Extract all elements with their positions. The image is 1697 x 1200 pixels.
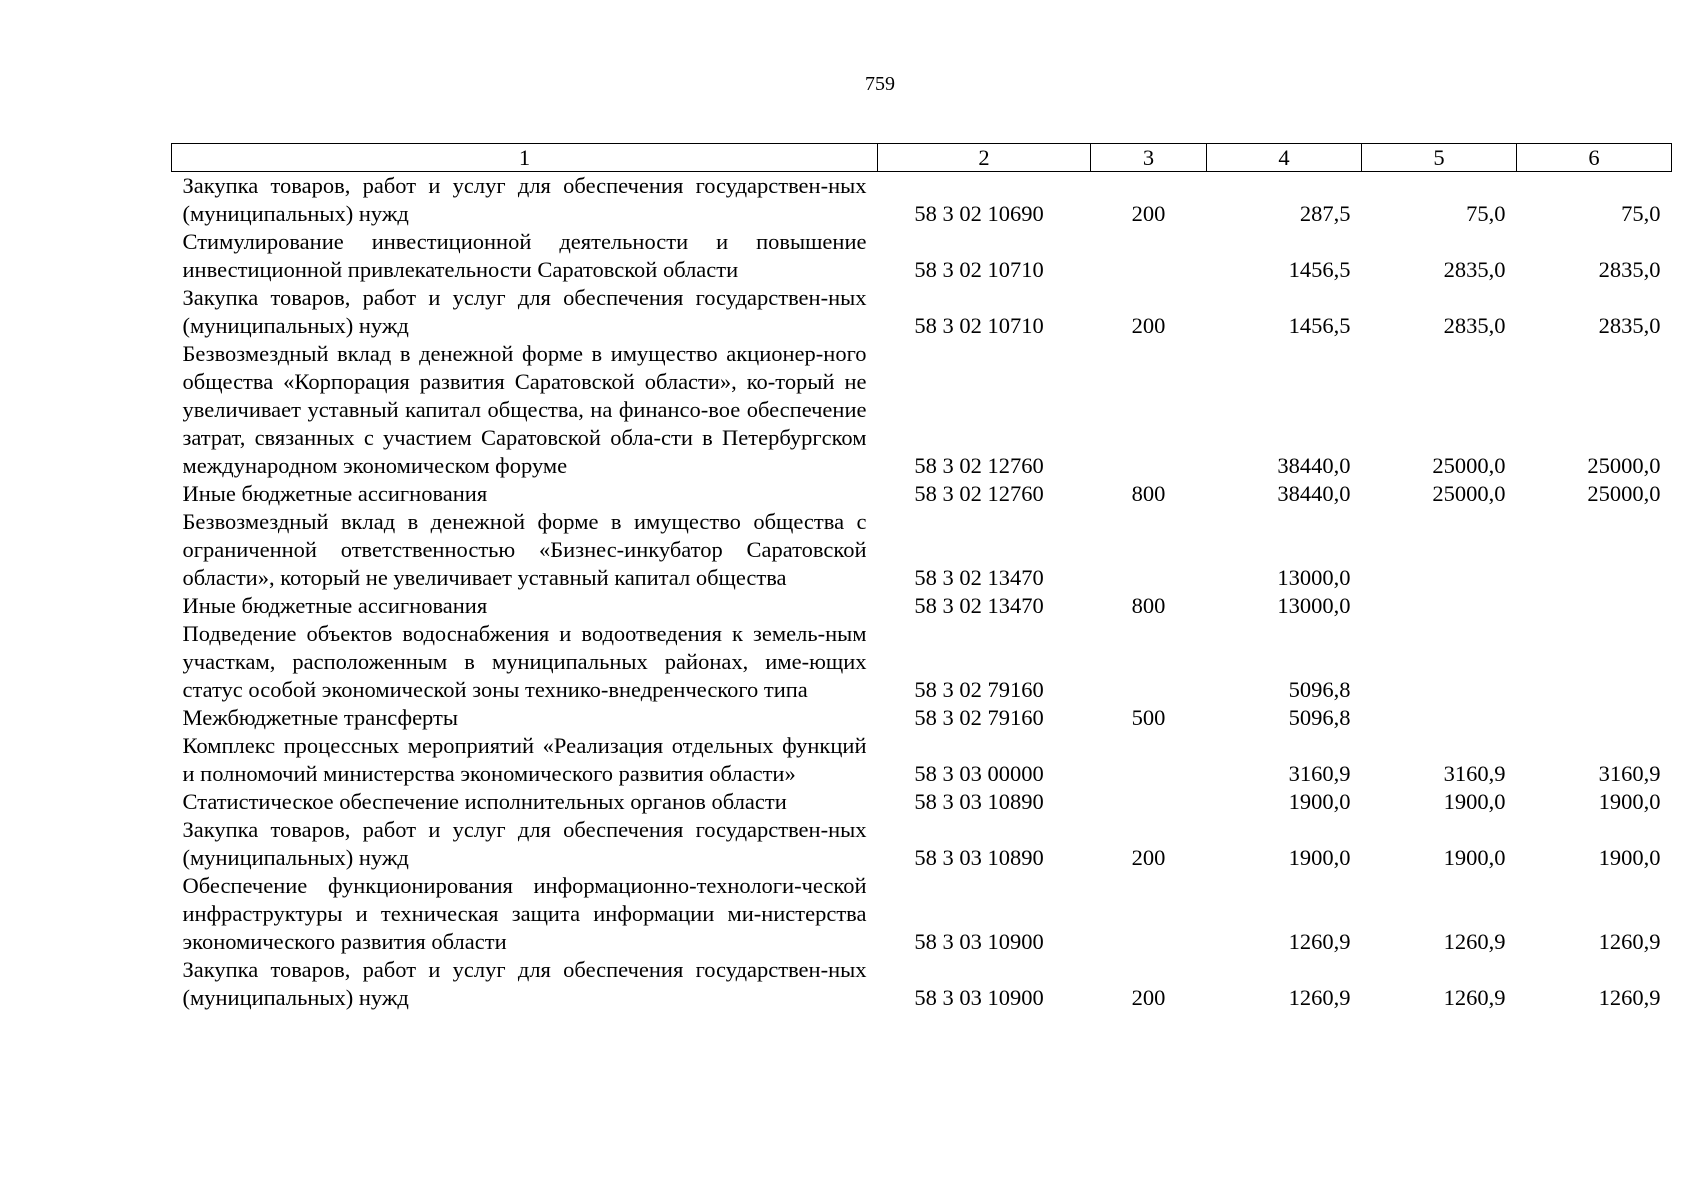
column-header-4: 4 — [1207, 144, 1362, 172]
amount-col-6: 1260,9 — [1598, 985, 1661, 1010]
target-article-code: 58 3 03 10900 — [914, 985, 1044, 1010]
expense-type-code: 500 — [1131, 705, 1166, 730]
amount-col-5 — [1362, 508, 1517, 592]
column-header-5: 5 — [1362, 144, 1517, 172]
table-row — [172, 172, 1672, 229]
amount-col-5: 25000,0 — [1432, 453, 1506, 478]
target-article-code: 58 3 02 12760 — [914, 481, 1044, 506]
amount-col-4: 1456,5 — [1288, 257, 1351, 282]
expense-type-code — [1091, 228, 1207, 284]
item-name: Комплекс процессных мероприятий «Реализация отдельных функций и полномочий министерства экономического развития области» — [182, 733, 867, 786]
amount-col-5: 1900,0 — [1443, 845, 1506, 870]
amount-col-4: 38440,0 — [1277, 481, 1351, 506]
expense-type-code — [1091, 732, 1207, 788]
target-article-code: 58 3 02 12760 — [914, 453, 1044, 478]
expense-type-code: 200 — [1131, 201, 1166, 226]
item-name: Статистическое обеспечение исполнительных органов области — [182, 789, 787, 814]
table-row — [172, 620, 1672, 704]
expense-type-code — [1091, 872, 1207, 956]
amount-col-5: 75,0 — [1466, 201, 1506, 226]
expense-type-code — [1091, 620, 1207, 704]
table-header-row — [172, 144, 1672, 172]
item-name: Безвозмездный вклад в денежной форме в имущество акционер-ного общества «Корпорация развития Саратовской области», ко-торый не увеличивает уставный капитал общества, на финансо-вое обеспечение затрат, связанных с участием Саратовской обла-сти в Петербургском международном экономическом форуме — [182, 341, 867, 478]
amount-col-5: 3160,9 — [1443, 761, 1506, 786]
budget-table — [171, 143, 1672, 1012]
target-article-code: 58 3 03 10900 — [914, 929, 1044, 954]
amount-col-6 — [1517, 592, 1672, 620]
target-article-code: 58 3 03 10890 — [914, 845, 1044, 870]
expense-type-code — [1091, 340, 1207, 480]
amount-col-5: 2835,0 — [1443, 257, 1506, 282]
table-row — [172, 480, 1672, 508]
item-name: Закупка товаров, работ и услуг для обеспечения государствен-ных (муниципальных) нужд — [182, 173, 867, 226]
item-name: Иные бюджетные ассигнования — [182, 481, 488, 506]
amount-col-5: 1900,0 — [1443, 789, 1506, 814]
amount-col-6: 25000,0 — [1587, 453, 1661, 478]
table-row — [172, 788, 1672, 816]
expense-type-code — [1091, 508, 1207, 592]
amount-col-4: 1900,0 — [1288, 845, 1351, 870]
target-article-code: 58 3 02 13470 — [914, 593, 1044, 618]
item-name: Иные бюджетные ассигнования — [182, 593, 488, 618]
table-row — [172, 228, 1672, 284]
column-header-6: 6 — [1517, 144, 1672, 172]
expense-type-code — [1091, 788, 1207, 816]
amount-col-4: 287,5 — [1299, 201, 1351, 226]
amount-col-6: 25000,0 — [1587, 481, 1661, 506]
expense-type-code: 800 — [1131, 481, 1166, 506]
table-row — [172, 284, 1672, 340]
table-row — [172, 340, 1672, 480]
amount-col-6 — [1517, 704, 1672, 732]
expense-type-code: 800 — [1131, 593, 1166, 618]
target-article-code: 58 3 03 00000 — [914, 761, 1044, 786]
table-row — [172, 732, 1672, 788]
target-article-code: 58 3 02 79160 — [914, 677, 1044, 702]
amount-col-6: 75,0 — [1621, 201, 1661, 226]
amount-col-4: 3160,9 — [1288, 761, 1351, 786]
table-row — [172, 704, 1672, 732]
amount-col-5: 25000,0 — [1432, 481, 1506, 506]
amount-col-4: 38440,0 — [1277, 453, 1351, 478]
amount-col-4: 5096,8 — [1288, 705, 1351, 730]
target-article-code: 58 3 02 10690 — [914, 201, 1044, 226]
amount-col-4: 1900,0 — [1288, 789, 1351, 814]
target-article-code: 58 3 02 10710 — [914, 257, 1044, 282]
item-name: Межбюджетные трансферты — [182, 705, 458, 730]
table-row — [172, 872, 1672, 956]
amount-col-4: 1456,5 — [1288, 313, 1351, 338]
amount-col-5 — [1362, 704, 1517, 732]
item-name: Обеспечение функционирования информационно-технологи-ческой инфраструктуры и техническая защита информации ми-нистерства экономического развития области — [182, 873, 867, 954]
column-header-1: 1 — [172, 144, 878, 172]
amount-col-4: 13000,0 — [1277, 565, 1351, 590]
item-name: Закупка товаров, работ и услуг для обеспечения государствен-ных (муниципальных) нужд — [182, 957, 867, 1010]
amount-col-6: 1260,9 — [1598, 929, 1661, 954]
target-article-code: 58 3 02 13470 — [914, 565, 1044, 590]
target-article-code: 58 3 02 79160 — [914, 705, 1044, 730]
column-header-3: 3 — [1091, 144, 1207, 172]
expense-type-code: 200 — [1131, 845, 1166, 870]
item-name: Закупка товаров, работ и услуг для обеспечения государствен-ных (муниципальных) нужд — [182, 817, 867, 870]
amount-col-4: 13000,0 — [1277, 593, 1351, 618]
amount-col-6: 2835,0 — [1598, 257, 1661, 282]
target-article-code: 58 3 03 10890 — [914, 789, 1044, 814]
table-row — [172, 956, 1672, 1012]
amount-col-6 — [1517, 620, 1672, 704]
amount-col-5: 1260,9 — [1443, 929, 1506, 954]
table-row — [172, 592, 1672, 620]
amount-col-4: 1260,9 — [1288, 929, 1351, 954]
amount-col-4: 5096,8 — [1288, 677, 1351, 702]
expense-type-code: 200 — [1131, 313, 1166, 338]
target-article-code: 58 3 02 10710 — [914, 313, 1044, 338]
amount-col-6: 2835,0 — [1598, 313, 1661, 338]
amount-col-6: 1900,0 — [1598, 789, 1661, 814]
amount-col-6: 3160,9 — [1598, 761, 1661, 786]
amount-col-5 — [1362, 592, 1517, 620]
item-name: Безвозмездный вклад в денежной форме в имущество общества с ограниченной ответственностью «Бизнес-инкубатор Саратовской области», который не увеличивает уставный капитал общества — [182, 509, 867, 590]
table-row — [172, 508, 1672, 592]
amount-col-6: 1900,0 — [1598, 845, 1661, 870]
amount-col-4: 1260,9 — [1288, 985, 1351, 1010]
table-row — [172, 816, 1672, 872]
amount-col-5 — [1362, 620, 1517, 704]
column-header-2: 2 — [878, 144, 1091, 172]
expense-type-code: 200 — [1131, 985, 1166, 1010]
amount-col-6 — [1517, 508, 1672, 592]
item-name: Стимулирование инвестиционной деятельности и повышение инвестиционной привлекательности Саратовской области — [182, 229, 867, 282]
page-number: 759 — [865, 73, 895, 95]
amount-col-5: 2835,0 — [1443, 313, 1506, 338]
item-name: Закупка товаров, работ и услуг для обеспечения государствен-ных (муниципальных) нужд — [182, 285, 867, 338]
amount-col-5: 1260,9 — [1443, 985, 1506, 1010]
item-name: Подведение объектов водоснабжения и водоотведения к земель-ным участкам, расположенным в муниципальных районах, име-ющих статус особой экономической зоны технико-внедренческого типа — [182, 621, 867, 702]
